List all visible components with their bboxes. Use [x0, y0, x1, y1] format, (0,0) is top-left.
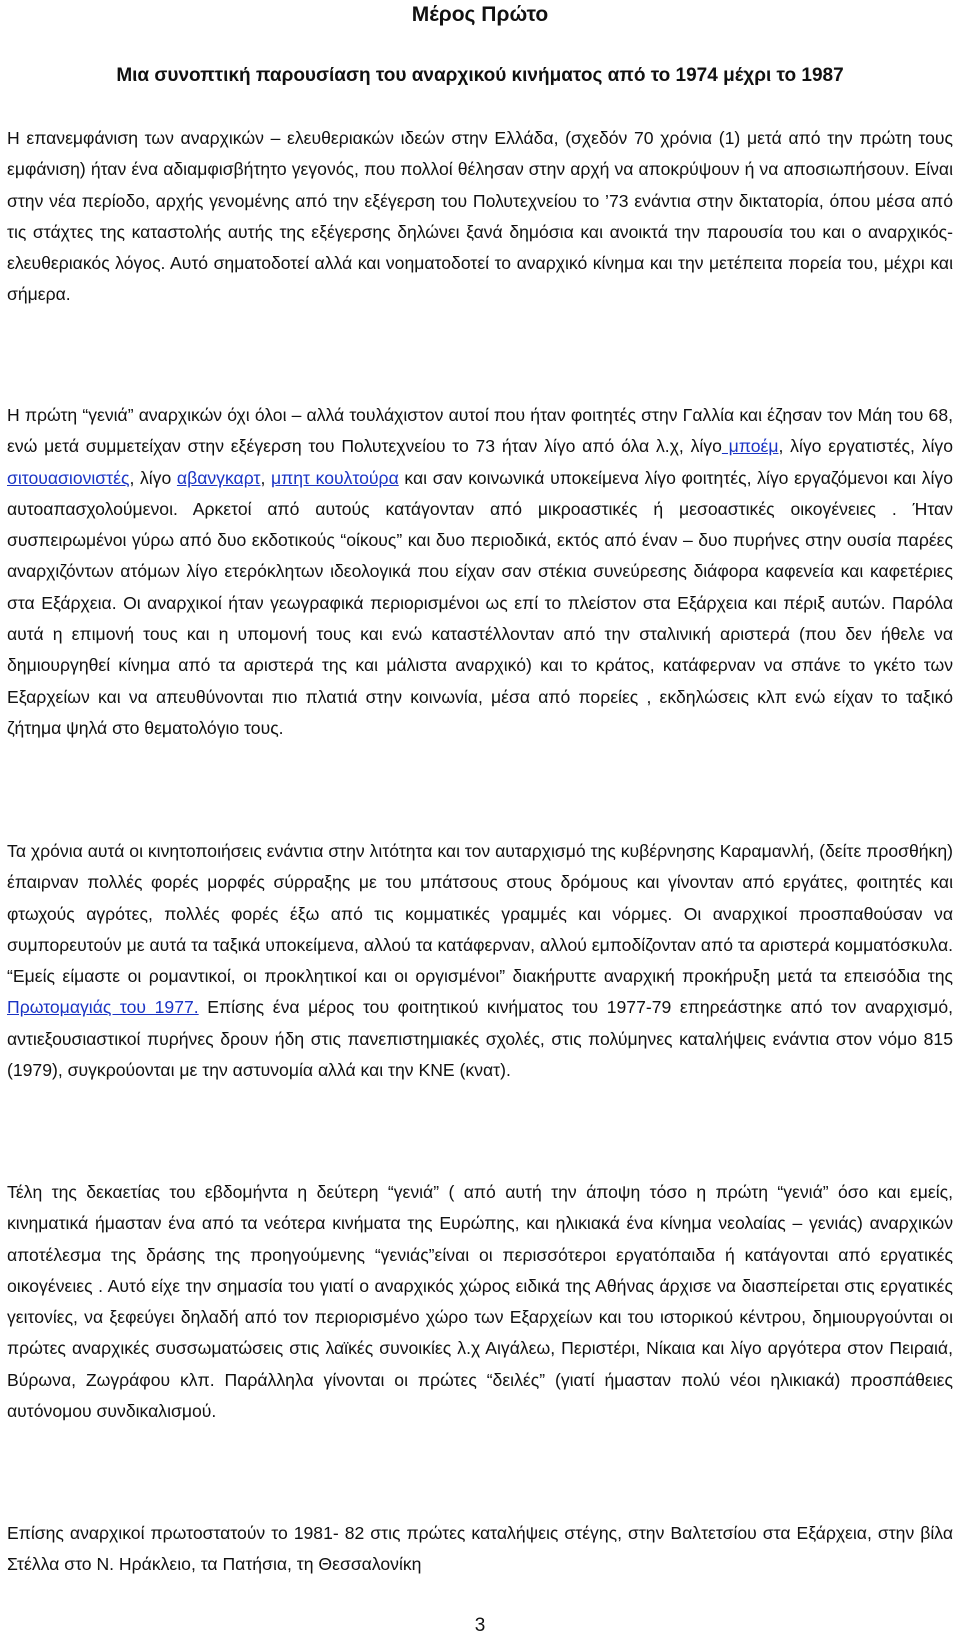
link-avant-garde[interactable]: αβανγκαρτ [176, 467, 261, 488]
link-beat-culture[interactable]: μπητ κουλτούρα [271, 467, 399, 488]
paragraph-5: Επίσης αναρχικοί πρωτοστατούν το 1981- 82 στις πρώτες καταλήψεις στέγης, στην Βαλτετσίου στα Εξάρχεια, στην βίλα Στέλλα στο Ν. Ηράκλειο, τα Πατήσια, τη Θεσσαλονίκη [7, 1523, 953, 1575]
paragraph-3-text-a: Τα χρόνια αυτά οι κινητοποιήσεις ενάντια στην λιτότητα και τον αυταρχισμό της κυβέρνησης Καραμανλή, (δείτε προσθήκη) έπαιρναν πολλές φορές μορφές σύρραξης με του μπάτσους στους δρόμους και γίνονταν από εργάτες, φοιτητές και φτωχούς αγρότες, πολλές φορές έξω από τις κομματικές γραμμές και νόρμες. Οι αναρχικοί προσπαθούσαν να συμπορευτούν με αυτά τα ταξικά υποκείμενα, αλλού τα κατάφερναν, αλλού εμποδίζονταν από τα αριστερά κομματόσκυλα. “Εμείς είμαστε οι ρομαντικοί, οι προκλητικοί και οι οργισμένοι” διακήρυττε αναρχική προκήρυξη μετά τα επεισόδια της [7, 841, 953, 987]
paragraph-4: Τέλη της δεκαετίας του εβδομήντα η δεύτερη “γενιά” ( από αυτή την άποψη τόσο η πρώτη “γενιά” όσο και εμείς, κινηματικά ήμασταν ένα από τα νεότερα κινήματα της Ευρώπης, και ηλικιακά ένα κίνημα νεολαίας – γενιάς) αναρχικών αποτέλεσμα της δράσης της προηγούμενης “γενιάς”είναι οι περισσότεροι εργατόπαιδα ή κατάγονται από εργατικές οικογένειες . Αυτό είχε την σημασία του γιατί ο αναρχικός χώρος ειδικά της Αθήνας άρχισε να διασπείρεται στις εργατικές γειτονίες, να ξεφεύγει δηλαδή από τον περιορισμένο χώρο των Εξαρχείων και του ιστορικού κέντρου, δημιουργούνται οι πρώτες αναρχικές συσσωματώσεις στις λαϊκές συνοικίες λ.χ Αιγάλεω, Περιστέρι, Νίκαια και λίγο αργότερα στον Πειραιά, Βύρωνα, Ζωγράφου κλπ. Παράλληλα γίνονται οι πρώτες “δειλές” (γιατί ήμασταν πολύ νέοι ηλικιακά) προσπάθειες αυτόνομου συνδικαλισμού. [7, 1182, 953, 1422]
paragraph-3 [7, 836, 953, 1086]
paragraph-2-text-a: Η πρώτη “γενιά” αναρχικών όχι όλοι – αλλά τουλάχιστον αυτοί που ήταν φοιτητές στην Γαλλία και έζησαν τον Μάη του 68, ενώ μετά συμμετείχαν στην εξέγερση του Πολυτεχνείου το 73 ήταν λίγο από όλα λ.χ, λίγο [7, 405, 953, 457]
page-title: Μέρος Πρώτο [411, 3, 549, 26]
paragraph-3-text-b: Επίσης ένα μέρος του φοιτητικού κινήματος του 1977-79 επηρεάστηκε από τον αναρχισμό, αντιεξουσιαστικοί πυρήνες δρουν ήδη στις πανεπιστημιακές σχολές, στις πολύμηνες καταλήψεις ενάντια στον νόμο 815 (1979), συγκρούονται με την αστυνομία αλλά και την ΚΝΕ (κνατ). [7, 997, 953, 1081]
paragraph-1 [7, 123, 953, 311]
paragraph-2-text-e: και σαν κοινωνικά υποκείμενα λίγο φοιτητές, λίγο εργαζόμενοι και λίγο αυτοαπασχολούμενοι. Αρκετοί από αυτούς κατάγονταν από μικροαστικές ή μεσοαστικές οικογένειες . Ήταν συσπειρωμένοι γύρω από δυο εκδοτικούς “οίκους” και δυο περιοδικά, εκτός από έναν – δυο πυρήνες στην ουσία παρέες αναρχιζόντων ατόμων λίγο ετερόκλητων ιδεολογικά που είχαν σαν στέκια συνεύρεσης διάφορα καφενεία και καφετέριες στα Εξάρχεια. Οι αναρχικοί ήταν γεωγραφικά περιορισμένοι ως επί το πλείστον στα Εξάρχεια και πέριξ αυτών. Παρόλα αυτά η επιμονή τους και η υπομονή τους και ενώ καταστέλλονταν από την σταλινική αριστερά (που δεν ήθελε να δημιουργηθεί κίνημα από τα αριστερά της και μάλιστα αναρχικό) και το κράτος, κατάφερναν να σπάνε το γκέτο των Εξαρχείων και να απευθύνονται πιο πλατιά στην κοινωνία, μέσα από πορείες , εκδηλώσεις κλπ ενώ είχαν το ταξικό ζήτημα ψηλά στο θεματολόγιο τους. [7, 467, 954, 738]
page-subtitle: Μια συνοπτική παρουσίαση του αναρχικού κινήματος από το 1974 μέχρι το 1987 [116, 65, 844, 86]
paragraph-2 [7, 400, 953, 744]
paragraph-2-text-c: , λίγο [129, 467, 177, 488]
paragraph-2-text-d: , [260, 467, 271, 488]
paragraph-2-text-b: , λίγο εργατιστές, λίγο [778, 436, 953, 457]
link-bohemian[interactable]: μποέμ [721, 436, 779, 457]
paragraph-1-text-a: Η επανεμφάνιση των αναρχικών – ελευθεριακών ιδεών στην Ελλάδα, (σχεδόν 70 χρόνια [7, 128, 719, 148]
footnote-ref: (1) [718, 128, 741, 148]
paragraph-1-text-b: μετά από την πρώτη τους εμφάνιση) ήταν ένα αδιαμφισβήτητο γεγονός, που πολλοί θέλησαν στην αρχή να αποκρύψουν ή να αποσιωπήσουν. Είναι στην νέα περίοδο, αρχής γενομένης από την εξέγερση του Πολυτεχνείου το ’73 ενάντια στην δικτατορία, όπου μέσα από τις στάχτες της καταστολής αυτής της εξέγερσης δηλώνει ξανά δημόσια και ανοικτά την παρουσία του και ο αναρχικός- ελευθεριακός λόγος. Αυτό σηματοδοτεί αλλά και νοηματοδοτεί το αναρχικό κίνημα και την μετέπειτα πορεία του, μέχρι και σήμερα. [7, 128, 953, 305]
link-situationists[interactable]: σιτουασιονιστές [7, 467, 130, 488]
page-number: 3 [474, 1615, 486, 1636]
link-mayday-1977[interactable]: Πρωτομαγιάς του 1977. [7, 997, 199, 1018]
